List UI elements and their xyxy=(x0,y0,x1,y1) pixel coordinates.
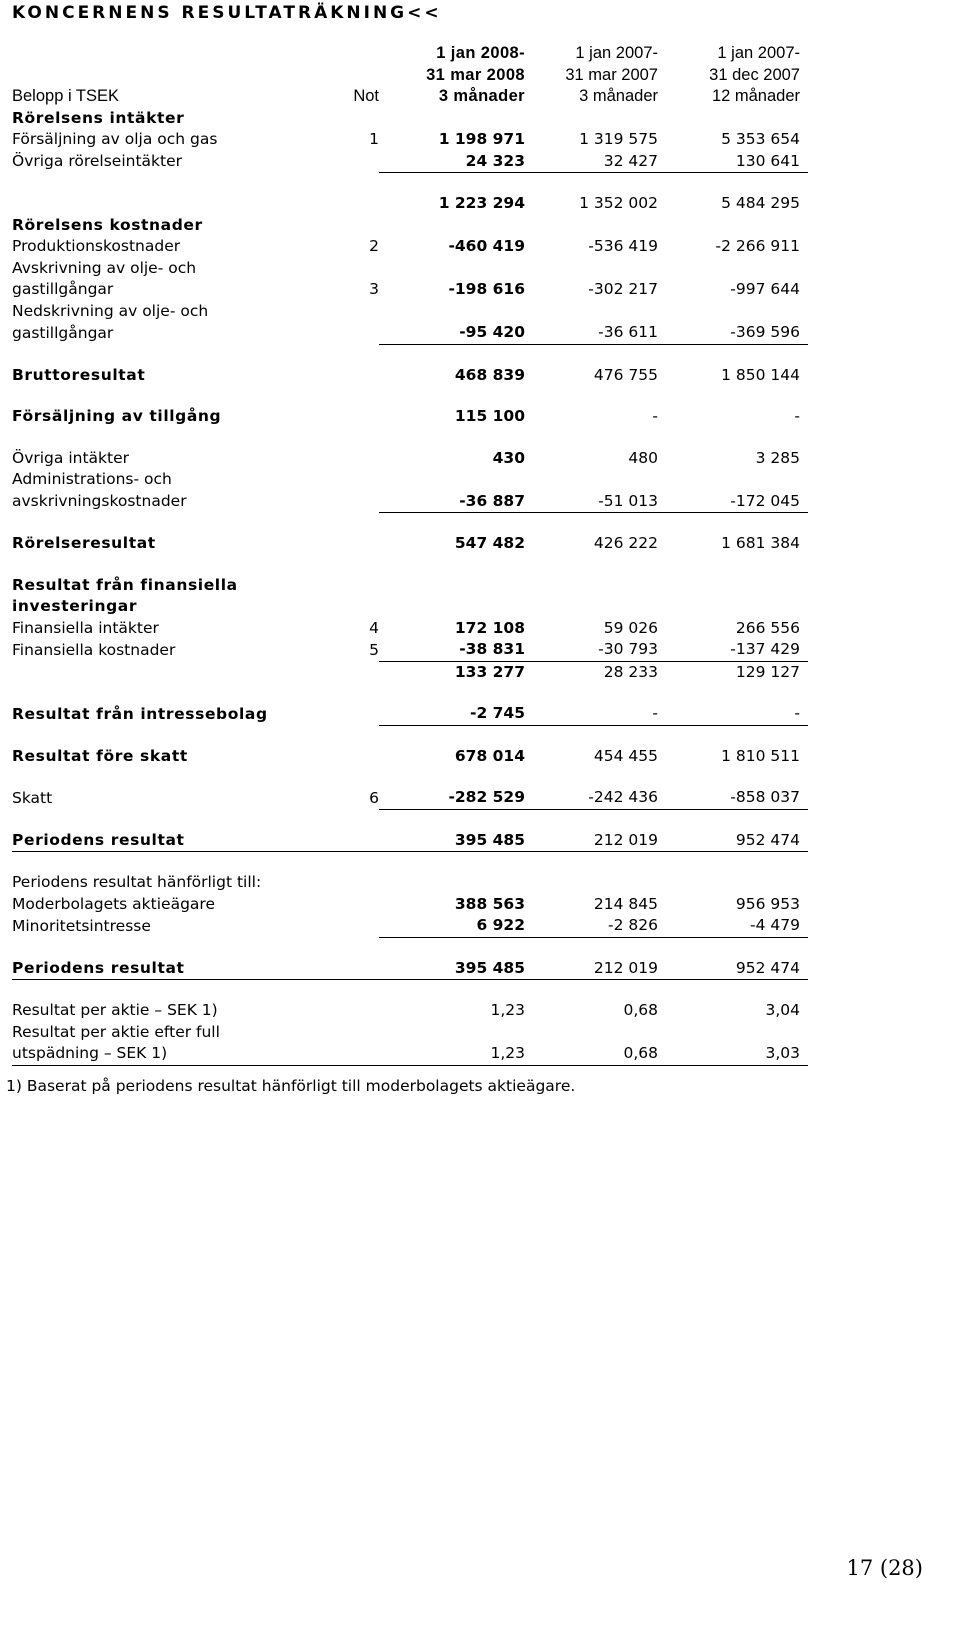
value-q1-2007: -536 419 xyxy=(588,237,658,255)
spacer-cell xyxy=(12,852,808,873)
value-q1-2008: -36 887 xyxy=(393,491,533,513)
value-fy-2007 xyxy=(666,596,808,618)
value-fy-2007: 5 353 654 xyxy=(721,130,800,148)
note-ref xyxy=(337,596,379,618)
row-label: Övriga intäkter xyxy=(12,448,129,467)
note-ref xyxy=(337,1022,379,1044)
table-row xyxy=(12,108,808,130)
header-gap xyxy=(379,86,393,108)
table-row xyxy=(12,151,808,173)
value-q1-2007: 480 xyxy=(628,448,658,467)
value-q1-2007: 212 019 xyxy=(533,958,666,980)
table-row xyxy=(12,448,808,470)
gap-cell xyxy=(379,448,393,470)
spacer-cell xyxy=(12,725,808,746)
value-q1-2008: 678 014 xyxy=(454,746,525,765)
value-q1-2008 xyxy=(393,469,533,491)
gap-cell xyxy=(379,1043,393,1065)
value-q1-2007: -302 217 xyxy=(588,280,658,298)
header-gap xyxy=(379,43,393,65)
value-q1-2007: 59 026 xyxy=(603,618,658,637)
gap-cell xyxy=(379,258,393,280)
value-q1-2008: 1,23 xyxy=(393,1043,533,1065)
footnote: 1) Baserat på periodens resultat hänförligt till moderbolagets aktieägare. xyxy=(6,1077,576,1095)
spacer-cell xyxy=(12,937,808,958)
gap-cell xyxy=(379,703,393,725)
gap-cell xyxy=(379,301,393,323)
table-row xyxy=(12,469,808,491)
table-row xyxy=(12,787,808,809)
note-ref xyxy=(337,322,379,344)
table-row xyxy=(12,533,808,555)
row-label: Finansiella kostnader xyxy=(12,640,176,659)
value-q1-2007: 426 222 xyxy=(593,534,658,552)
row-label: Rörelseresultat xyxy=(12,534,156,552)
value-q1-2007 xyxy=(533,872,666,894)
note-ref xyxy=(337,575,379,597)
gap-cell xyxy=(379,575,393,597)
note-ref xyxy=(337,365,379,387)
spacer-row xyxy=(12,852,808,873)
table-row xyxy=(12,215,808,237)
header-cell: Belopp i TSEK xyxy=(12,87,120,105)
header-cell: Not xyxy=(353,87,379,105)
value-q1-2008: 6 922 xyxy=(393,915,533,937)
value-q1-2007: -51 013 xyxy=(533,491,666,513)
spacer-row xyxy=(12,513,808,534)
spacer-row xyxy=(12,725,808,746)
note-ref xyxy=(337,703,379,725)
row-label: avskrivningskostnader xyxy=(12,492,187,510)
value-q1-2008: 115 100 xyxy=(454,407,525,425)
note-ref xyxy=(337,258,379,280)
value-q1-2007: -242 436 xyxy=(533,787,666,809)
table-row xyxy=(12,365,808,387)
spacer-cell xyxy=(12,344,808,365)
row-label: Resultat per aktie efter full xyxy=(12,1022,220,1041)
gap-cell xyxy=(379,958,393,980)
note-ref xyxy=(337,215,379,237)
header-cell xyxy=(12,65,337,87)
row-label: Resultat före skatt xyxy=(12,746,188,765)
value-q1-2008 xyxy=(393,575,533,597)
note-ref xyxy=(337,491,379,513)
value-q1-2007: -30 793 xyxy=(533,639,666,661)
value-q1-2008: 547 482 xyxy=(454,534,525,552)
value-fy-2007: 266 556 xyxy=(735,618,800,637)
note-ref xyxy=(337,915,379,937)
value-fy-2007: 1 810 511 xyxy=(721,746,800,765)
gap-cell xyxy=(379,746,393,768)
table-row xyxy=(12,872,808,894)
header-row-units xyxy=(12,86,808,108)
page-number: 17 (28) xyxy=(846,1556,923,1580)
value-q1-2008 xyxy=(393,215,533,237)
spacer-row xyxy=(12,683,808,703)
value-fy-2007: -4 479 xyxy=(666,915,808,937)
value-q1-2008 xyxy=(393,258,533,280)
table-row xyxy=(12,830,808,852)
note-ref xyxy=(337,406,379,428)
note-ref xyxy=(337,533,379,555)
note-ref: 4 xyxy=(369,618,379,637)
value-fy-2007 xyxy=(666,301,808,323)
gap-cell xyxy=(379,872,393,894)
header-cell: 1 jan 2007- xyxy=(717,44,800,62)
row-label: Resultat per aktie – SEK 1) xyxy=(12,1001,218,1019)
table-row xyxy=(12,258,808,280)
value-q1-2007: 212 019 xyxy=(533,830,666,852)
value-q1-2007 xyxy=(533,596,666,618)
value-fy-2007: -858 037 xyxy=(666,787,808,809)
table-row xyxy=(12,703,808,725)
value-fy-2007: - xyxy=(666,703,808,725)
header-cell: 3 månader xyxy=(438,87,525,105)
income-statement-body xyxy=(12,43,808,1065)
value-fy-2007: 952 474 xyxy=(666,830,808,852)
value-q1-2007 xyxy=(533,469,666,491)
table-row xyxy=(12,1043,808,1065)
row-label xyxy=(12,661,337,683)
header-cell: 1 jan 2007- xyxy=(575,44,658,62)
gap-cell xyxy=(379,236,393,258)
value-fy-2007: 1 681 384 xyxy=(721,534,800,552)
row-label: Administrations- och xyxy=(12,470,172,488)
value-q1-2008: 133 277 xyxy=(454,662,525,681)
row-label: Periodens resultat xyxy=(12,830,337,852)
spacer-row xyxy=(12,937,808,958)
table-row xyxy=(12,301,808,323)
value-fy-2007 xyxy=(666,108,808,130)
value-q1-2008 xyxy=(393,596,533,618)
value-q1-2008: 1,23 xyxy=(490,1001,525,1019)
gap-cell xyxy=(379,915,393,937)
value-q1-2008: -198 616 xyxy=(448,280,525,298)
row-label: Bruttoresultat xyxy=(12,365,146,384)
value-q1-2007: 454 455 xyxy=(593,746,658,765)
note-ref xyxy=(337,193,379,215)
note-ref xyxy=(337,894,379,916)
value-fy-2007: 3,03 xyxy=(666,1043,808,1065)
value-q1-2008 xyxy=(393,872,533,894)
gap-cell xyxy=(379,894,393,916)
row-label: Resultat från finansiella xyxy=(12,575,238,594)
note-ref xyxy=(337,301,379,323)
table-row xyxy=(12,915,808,937)
value-fy-2007 xyxy=(666,469,808,491)
value-q1-2008: 24 323 xyxy=(393,151,533,173)
table-row xyxy=(12,618,808,640)
value-fy-2007: -137 429 xyxy=(666,639,808,661)
row-label: Försäljning av tillgång xyxy=(12,407,222,425)
value-fy-2007 xyxy=(666,215,808,237)
header-cell: 3 månader xyxy=(579,87,658,105)
table-row xyxy=(12,322,808,344)
row-label: Produktionskostnader xyxy=(12,237,181,255)
table-row xyxy=(12,236,808,258)
table-row xyxy=(12,406,808,428)
note-ref: 5 xyxy=(369,640,379,659)
value-q1-2008: 395 485 xyxy=(393,830,533,852)
note-ref xyxy=(337,958,379,980)
row-label: gastillgångar xyxy=(12,280,114,298)
value-fy-2007: 3 285 xyxy=(755,448,800,467)
note-ref xyxy=(337,108,379,130)
row-label: gastillgångar xyxy=(12,323,114,342)
spacer-row xyxy=(12,767,808,787)
value-fy-2007 xyxy=(666,1022,808,1044)
header-cell xyxy=(337,65,379,87)
value-fy-2007: 129 127 xyxy=(735,662,800,681)
value-q1-2008 xyxy=(393,108,533,130)
value-q1-2007 xyxy=(533,108,666,130)
header-cell xyxy=(337,43,379,65)
header-cell: 31 mar 2007 xyxy=(565,65,658,84)
value-q1-2008: -95 420 xyxy=(393,322,533,344)
value-q1-2007: 1 352 002 xyxy=(579,194,658,212)
gap-cell xyxy=(379,1022,393,1044)
gap-cell xyxy=(379,365,393,387)
value-fy-2007: 1 850 144 xyxy=(721,365,800,384)
spacer-cell xyxy=(12,513,808,534)
value-q1-2007: -2 826 xyxy=(533,915,666,937)
gap-cell xyxy=(379,596,393,618)
value-q1-2007 xyxy=(533,575,666,597)
value-fy-2007: 952 474 xyxy=(666,958,808,980)
row-label: Skatt xyxy=(12,788,53,807)
gap-cell xyxy=(379,151,393,173)
header-gap xyxy=(379,65,393,87)
table-row xyxy=(12,279,808,301)
value-q1-2007: 32 427 xyxy=(533,151,666,173)
value-q1-2007 xyxy=(533,215,666,237)
header-row-period-start xyxy=(12,43,808,65)
value-fy-2007 xyxy=(666,258,808,280)
gap-cell xyxy=(379,193,393,215)
row-label: Finansiella intäkter xyxy=(12,618,159,637)
gap-cell xyxy=(379,469,393,491)
value-q1-2008 xyxy=(393,301,533,323)
table-row xyxy=(12,1022,808,1044)
table-row xyxy=(12,661,808,683)
value-q1-2007: - xyxy=(533,703,666,725)
table-row xyxy=(12,129,808,151)
note-ref xyxy=(337,1000,379,1022)
note-ref xyxy=(337,661,379,683)
header-cell: 1 jan 2008- xyxy=(436,44,525,62)
gap-cell xyxy=(379,639,393,661)
gap-cell xyxy=(379,406,393,428)
value-q1-2008: -38 831 xyxy=(393,639,533,661)
header-row-period-end xyxy=(12,65,808,87)
gap-cell xyxy=(379,108,393,130)
spacer-row xyxy=(12,173,808,194)
row-label xyxy=(12,193,337,215)
gap-cell xyxy=(379,215,393,237)
gap-cell xyxy=(379,661,393,683)
table-row xyxy=(12,596,808,618)
spacer-row xyxy=(12,428,808,448)
note-ref xyxy=(337,469,379,491)
table-row xyxy=(12,575,808,597)
spacer-cell xyxy=(12,980,808,1001)
value-q1-2007 xyxy=(533,1022,666,1044)
table-row xyxy=(12,193,808,215)
header-cell: 31 mar 2008 xyxy=(426,65,525,84)
table-row xyxy=(12,746,808,768)
spacer-cell xyxy=(12,428,808,448)
note-ref: 2 xyxy=(369,237,379,255)
value-fy-2007: 3,04 xyxy=(765,1001,800,1019)
value-fy-2007: -2 266 911 xyxy=(715,237,800,255)
row-label: Periodens resultat hänförligt till: xyxy=(12,873,262,891)
row-label: Nedskrivning av olje- och xyxy=(12,301,209,320)
value-q1-2008: 1 223 294 xyxy=(438,194,525,212)
spacer-cell xyxy=(12,809,808,830)
row-label: Moderbolagets aktieägare xyxy=(12,894,215,913)
gap-cell xyxy=(379,129,393,151)
row-label: Övriga rörelseintäkter xyxy=(12,152,182,170)
note-ref: 6 xyxy=(369,788,379,807)
value-q1-2008: 430 xyxy=(492,448,525,467)
page-title: KONCERNENS RESULTATRÄKNING<< xyxy=(12,3,442,23)
value-q1-2007: -36 611 xyxy=(533,322,666,344)
value-q1-2007: 1 319 575 xyxy=(579,130,658,148)
header-cell: 31 dec 2007 xyxy=(709,65,800,84)
gap-cell xyxy=(379,279,393,301)
table-row xyxy=(12,958,808,980)
value-q1-2007: - xyxy=(652,407,658,425)
value-fy-2007 xyxy=(666,575,808,597)
spacer-row xyxy=(12,386,808,406)
note-ref xyxy=(337,1043,379,1065)
value-fy-2007: 130 641 xyxy=(666,151,808,173)
value-q1-2007: 0,68 xyxy=(623,1001,658,1019)
value-fy-2007: 956 953 xyxy=(735,894,800,913)
spacer-row xyxy=(12,555,808,575)
value-q1-2008: 388 563 xyxy=(454,894,525,913)
table-row xyxy=(12,639,808,661)
value-q1-2007: 476 755 xyxy=(593,365,658,384)
value-fy-2007: -369 596 xyxy=(666,322,808,344)
spacer-cell xyxy=(12,386,808,406)
spacer-cell xyxy=(12,767,808,787)
row-label: utspädning – SEK 1) xyxy=(12,1043,337,1065)
row-label: Rörelsens kostnader xyxy=(12,215,203,234)
value-q1-2008: -282 529 xyxy=(393,787,533,809)
gap-cell xyxy=(379,491,393,513)
value-fy-2007: -997 644 xyxy=(730,280,800,298)
gap-cell xyxy=(379,322,393,344)
value-q1-2008: 1 198 971 xyxy=(438,130,525,148)
row-label: Resultat från intressebolag xyxy=(12,704,268,723)
gap-cell xyxy=(379,618,393,640)
gap-cell xyxy=(379,533,393,555)
spacer-row xyxy=(12,809,808,830)
note-ref: 3 xyxy=(369,280,379,298)
value-q1-2008: -2 745 xyxy=(393,703,533,725)
table-row xyxy=(12,491,808,513)
spacer-cell xyxy=(12,173,808,194)
value-fy-2007 xyxy=(666,872,808,894)
note-ref xyxy=(337,448,379,470)
row-label: Försäljning av olja och gas xyxy=(12,130,218,148)
row-label: Rörelsens intäkter xyxy=(12,108,185,127)
value-q1-2007: 214 845 xyxy=(593,894,658,913)
table-row xyxy=(12,1000,808,1022)
value-q1-2007 xyxy=(533,301,666,323)
note-ref xyxy=(337,151,379,173)
value-q1-2008: 395 485 xyxy=(393,958,533,980)
gap-cell xyxy=(379,830,393,852)
value-q1-2008: 468 839 xyxy=(454,365,525,384)
value-q1-2008: 172 108 xyxy=(454,618,525,637)
spacer-row xyxy=(12,344,808,365)
gap-cell xyxy=(379,1000,393,1022)
row-label: investeringar xyxy=(12,597,138,615)
row-label: Minoritetsintresse xyxy=(12,916,151,935)
value-q1-2008 xyxy=(393,1022,533,1044)
note-ref xyxy=(337,872,379,894)
value-fy-2007: -172 045 xyxy=(666,491,808,513)
spacer-cell xyxy=(12,683,808,703)
spacer-cell xyxy=(12,555,808,575)
value-fy-2007: 5 484 295 xyxy=(721,194,800,212)
value-q1-2008: -460 419 xyxy=(448,237,525,255)
spacer-row xyxy=(12,980,808,1001)
row-label: Periodens resultat xyxy=(12,958,337,980)
note-ref xyxy=(337,746,379,768)
table-row xyxy=(12,894,808,916)
value-q1-2007 xyxy=(533,258,666,280)
income-statement-table xyxy=(12,43,808,1066)
value-fy-2007: - xyxy=(794,407,800,425)
value-q1-2007: 0,68 xyxy=(533,1043,666,1065)
header-cell: 12 månader xyxy=(711,87,800,105)
note-ref xyxy=(337,830,379,852)
row-label: Avskrivning av olje- och xyxy=(12,258,197,277)
value-q1-2007: 28 233 xyxy=(603,662,658,681)
note-ref: 1 xyxy=(369,130,379,148)
gap-cell xyxy=(379,787,393,809)
header-cell xyxy=(12,43,337,65)
